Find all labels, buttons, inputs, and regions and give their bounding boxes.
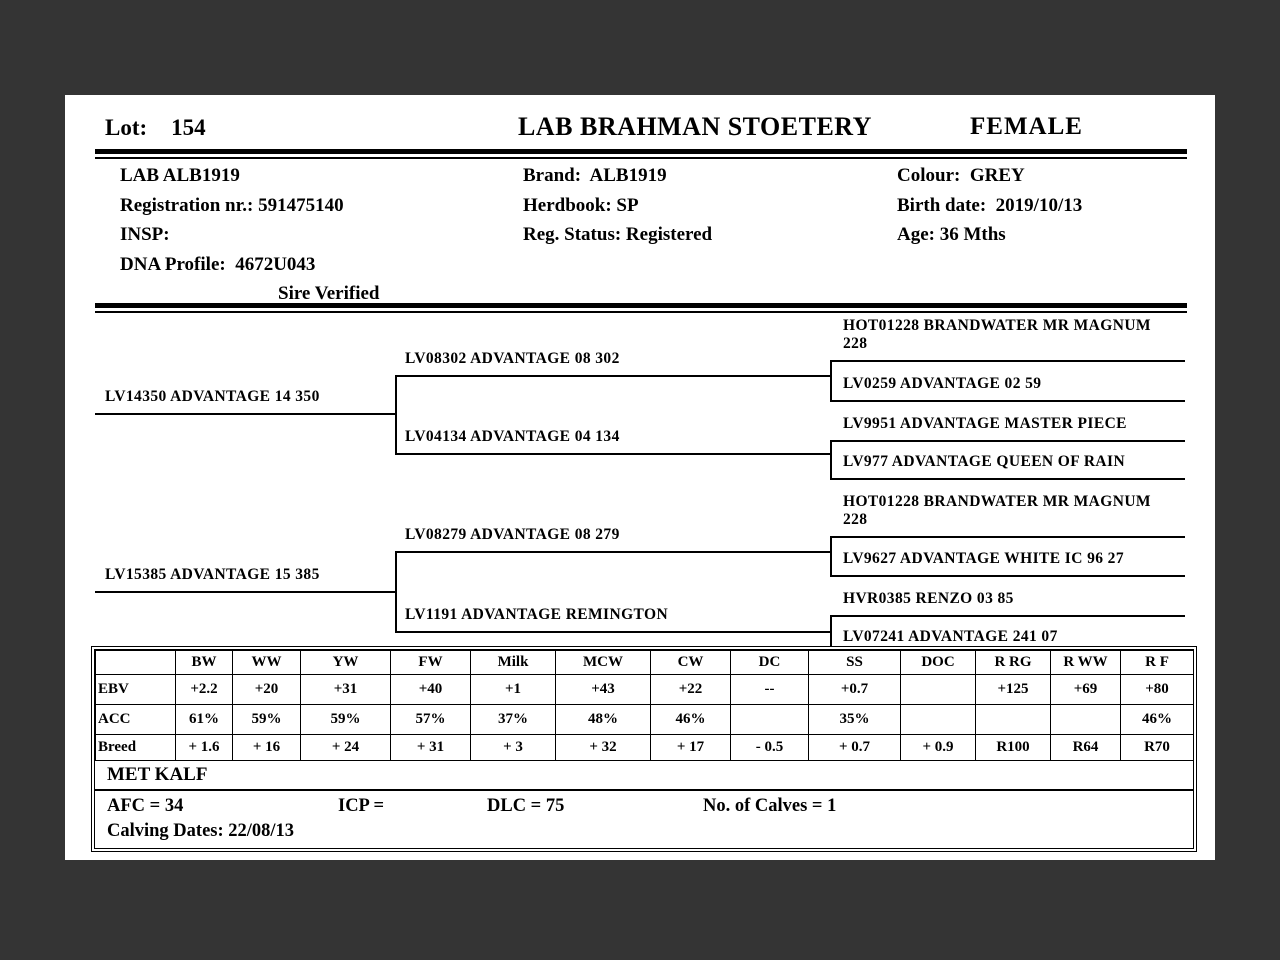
- ebv-table-header-row: [96, 651, 1194, 675]
- sex-label: FEMALE: [970, 113, 1083, 140]
- pedigree-sire: [95, 388, 395, 415]
- stat-cell: R100: [976, 735, 1051, 761]
- pedigree-dam: [95, 566, 395, 593]
- stat-cell: 46%: [651, 705, 731, 735]
- pedigree-connector-mgd: [830, 615, 832, 648]
- ancestor-name: LV08302 ADVANTAGE 08 302: [405, 350, 620, 367]
- herdbook: Herdbook: SP: [523, 194, 639, 216]
- reproduction-summary: [95, 791, 1193, 845]
- header-divider-rule: [95, 149, 1187, 159]
- stat-cell: 59%: [233, 705, 301, 735]
- pedigree-great-grandparent-2: [830, 375, 1185, 402]
- ebv-table: [95, 650, 1194, 761]
- pedigree-maternal-grandsire: [395, 526, 830, 553]
- acc-row: [96, 705, 1194, 735]
- pedigree-connector-dam: [395, 551, 397, 633]
- stat-cell: +0.7: [809, 675, 901, 705]
- stat-cell: +22: [651, 675, 731, 705]
- stat-cell: R70: [1121, 735, 1194, 761]
- pedigree-paternal-grandsire: [395, 350, 830, 377]
- icp-value: ICP =: [338, 796, 385, 816]
- stat-cell: 57%: [391, 705, 471, 735]
- stat-cell: + 16: [233, 735, 301, 761]
- sire-verified-label: Sire Verified: [278, 283, 380, 304]
- registration-number: Registration nr.: 591475140: [120, 194, 344, 216]
- stat-cell: + 0.9: [901, 735, 976, 761]
- lot-label: Lot:: [105, 115, 148, 140]
- ancestor-name: LV977 ADVANTAGE QUEEN OF RAIN: [843, 453, 1126, 470]
- stat-cell: [1051, 705, 1121, 735]
- ancestor-name-line2: 228: [843, 335, 868, 352]
- stat-col-header: SS: [809, 651, 901, 675]
- insp-label: INSP:: [120, 224, 170, 245]
- ancestor-name-line2: 228: [843, 511, 868, 528]
- stat-cell: R64: [1051, 735, 1121, 761]
- ancestor-name: LV15385 ADVANTAGE 15 385: [105, 566, 320, 583]
- stat-col-header: DC: [731, 651, 809, 675]
- catalog-page: [65, 95, 1215, 860]
- stat-cell: 35%: [809, 705, 901, 735]
- ancestor-name: HOT01228 BRANDWATER MR MAGNUM: [843, 317, 1151, 334]
- stat-cell: --: [731, 675, 809, 705]
- brand: Brand: ALB1919: [523, 165, 667, 186]
- stat-cell: +125: [976, 675, 1051, 705]
- ancestor-name: LV1191 ADVANTAGE REMINGTON: [405, 606, 669, 623]
- birth-date: Birth date: 2019/10/13: [897, 194, 1083, 216]
- lot-number-line: [105, 115, 206, 141]
- stud-title: LAB BRAHMAN STOETERY: [518, 112, 872, 141]
- stat-cell: +20: [233, 675, 301, 705]
- details-divider-rule: [95, 303, 1187, 313]
- ebv-stats-block: [91, 646, 1197, 852]
- reg-status: Reg. Status: Registered: [523, 224, 713, 245]
- dlc-value: DLC = 75: [487, 796, 565, 816]
- calves-count: No. of Calves = 1: [703, 796, 837, 816]
- stat-cell: + 1.6: [176, 735, 233, 761]
- pedigree-connector-pgd: [830, 440, 832, 480]
- ancestor-name: LV0259 ADVANTAGE 02 59: [843, 375, 1042, 392]
- stat-cell: - 0.5: [731, 735, 809, 761]
- stat-col-header: R RG: [976, 651, 1051, 675]
- afc-value: AFC = 34: [107, 796, 184, 816]
- pedigree-great-grandparent-6: [830, 550, 1185, 577]
- stat-cell: +69: [1051, 675, 1121, 705]
- stat-col-header: R WW: [1051, 651, 1121, 675]
- stat-cell: 37%: [471, 705, 556, 735]
- stat-cell: +43: [556, 675, 651, 705]
- stat-cell: [731, 705, 809, 735]
- stat-cell: + 31: [391, 735, 471, 761]
- stat-col-header: MCW: [556, 651, 651, 675]
- colour: Colour: GREY: [897, 165, 1025, 186]
- stat-cell: +2.2: [176, 675, 233, 705]
- stat-col-header: YW: [301, 651, 391, 675]
- pedigree-great-grandparent-1: [830, 317, 1185, 362]
- stat-cell: [976, 705, 1051, 735]
- pedigree-paternal-granddam: [395, 428, 830, 455]
- pedigree-great-grandparent-4: [830, 453, 1185, 480]
- ancestor-name: HOT01228 BRANDWATER MR MAGNUM: [843, 493, 1151, 510]
- ancestor-name: LV9951 ADVANTAGE MASTER PIECE: [843, 415, 1127, 432]
- ancestor-name: LV9627 ADVANTAGE WHITE IC 96 27: [843, 550, 1124, 567]
- details-left-column: [120, 161, 380, 309]
- age: Age: 36 Mths: [897, 224, 1006, 245]
- ancestor-name: LV04134 ADVANTAGE 04 134: [405, 428, 620, 445]
- lot-number: 154: [171, 115, 206, 140]
- pedigree-connector-sire: [395, 375, 397, 455]
- stat-cell: + 3: [471, 735, 556, 761]
- pedigree-great-grandparent-7: [830, 590, 1185, 617]
- stat-row-label: ACC: [96, 705, 176, 735]
- stat-cell: 61%: [176, 705, 233, 735]
- stat-col-header: R F: [1121, 651, 1194, 675]
- stat-col-header: WW: [233, 651, 301, 675]
- stat-col-header: FW: [391, 651, 471, 675]
- breed-row: [96, 735, 1194, 761]
- ancestor-name: LV07241 ADVANTAGE 241 07: [843, 628, 1058, 645]
- stat-cell: + 24: [301, 735, 391, 761]
- pedigree-connector-pgs: [830, 360, 832, 402]
- pedigree-connector-mgs: [830, 536, 832, 577]
- stat-cell: +1: [471, 675, 556, 705]
- stat-cell: [901, 675, 976, 705]
- calving-dates: Calving Dates: 22/08/13: [107, 821, 295, 841]
- dna-profile: DNA Profile: 4672U043: [120, 253, 316, 275]
- stat-col-header: Milk: [471, 651, 556, 675]
- stat-col-header: [96, 651, 176, 675]
- ancestor-name: HVR0385 RENZO 03 85: [843, 590, 1014, 607]
- ebv-row: [96, 675, 1194, 705]
- ancestor-name: LV08279 ADVANTAGE 08 279: [405, 526, 620, 543]
- stat-cell: +40: [391, 675, 471, 705]
- stat-cell: +80: [1121, 675, 1194, 705]
- stat-cell: 46%: [1121, 705, 1194, 735]
- met-kalf-label: MET KALF: [95, 761, 1193, 791]
- animal-id: LAB ALB1919: [120, 165, 240, 186]
- pedigree-great-grandparent-3: [830, 415, 1185, 442]
- stat-row-label: EBV: [96, 675, 176, 705]
- ancestor-name: LV14350 ADVANTAGE 14 350: [105, 388, 320, 405]
- stat-cell: [901, 705, 976, 735]
- details-middle-column: [523, 161, 712, 250]
- stat-col-header: BW: [176, 651, 233, 675]
- pedigree-maternal-granddam: [395, 606, 830, 633]
- details-right-column: [897, 161, 1082, 250]
- stat-cell: 48%: [556, 705, 651, 735]
- stat-cell: +31: [301, 675, 391, 705]
- stat-col-header: DOC: [901, 651, 976, 675]
- stat-cell: + 17: [651, 735, 731, 761]
- stat-cell: + 32: [556, 735, 651, 761]
- stat-row-label: Breed: [96, 735, 176, 761]
- pedigree-great-grandparent-5: [830, 493, 1185, 538]
- stat-col-header: CW: [651, 651, 731, 675]
- stat-cell: + 0.7: [809, 735, 901, 761]
- stat-cell: 59%: [301, 705, 391, 735]
